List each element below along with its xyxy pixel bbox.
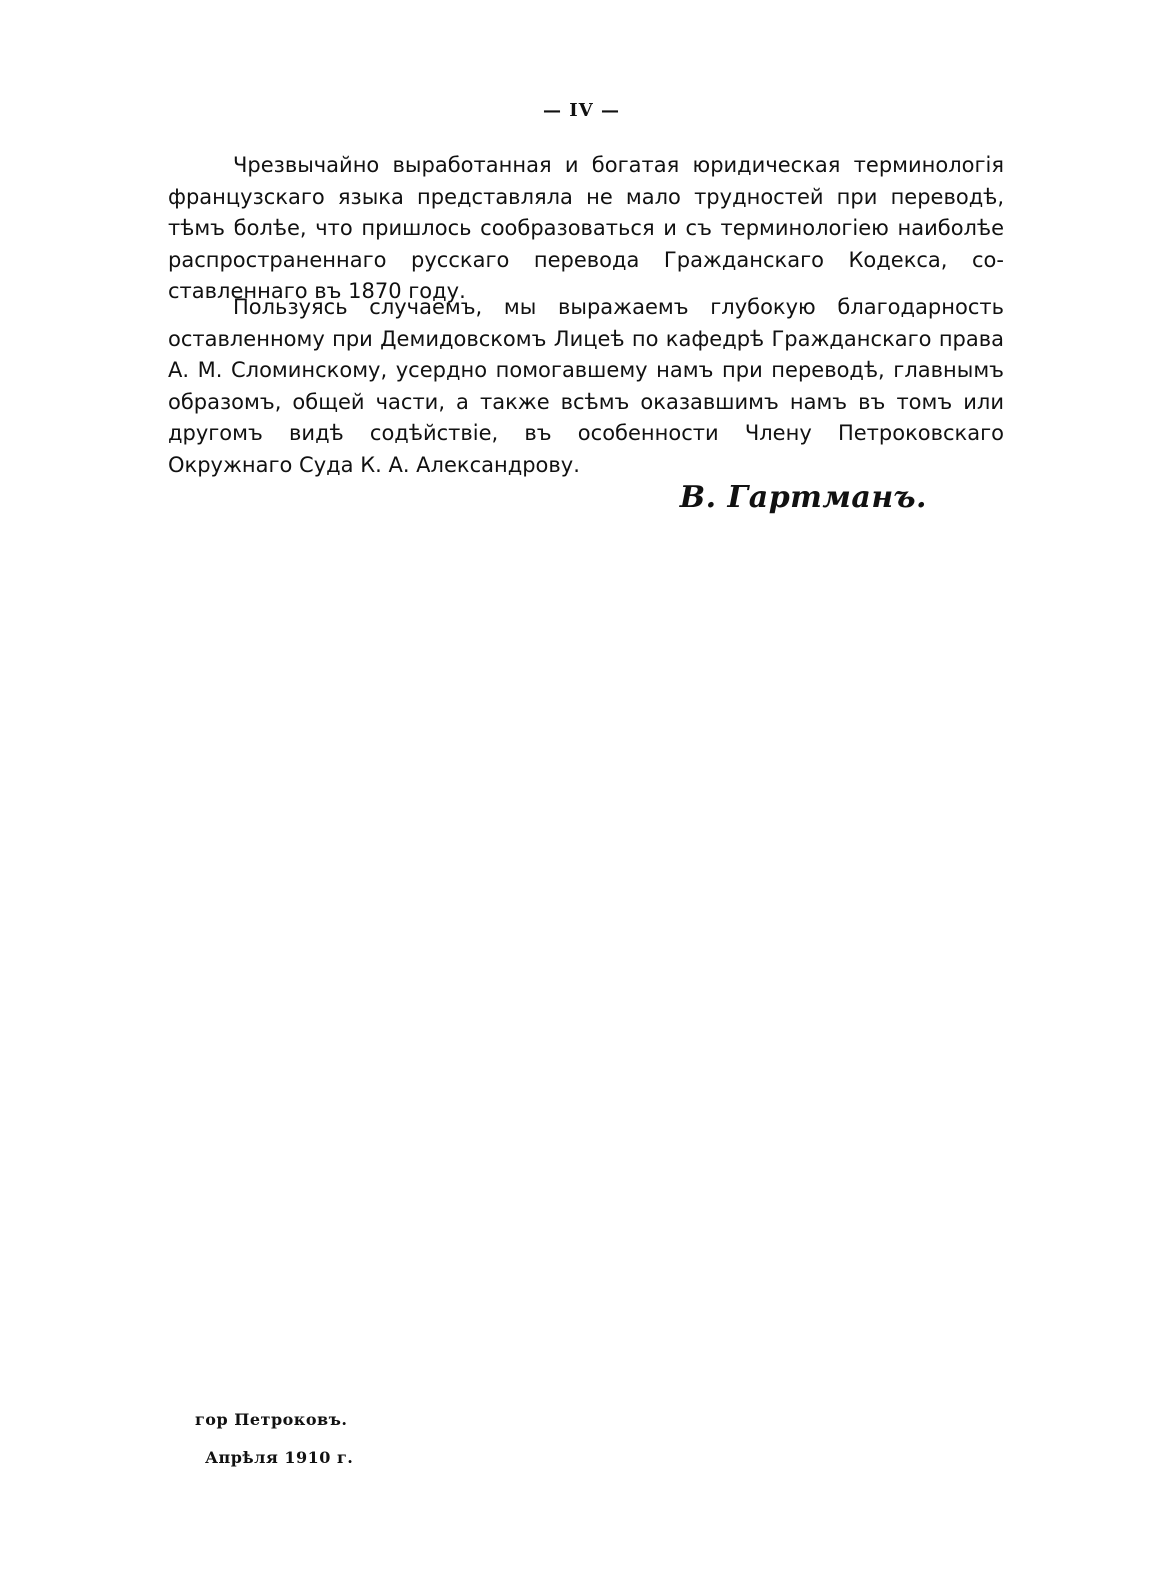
paragraph-terminology: Чрезвычайно выработанная и богатая юридическая терминологiя французскаго языка представляла не мало трудностей при переводѣ, тѣмъ болѣе, что пришлось сообразоваться и съ терминологiею наиболѣе распространеннаго русскаго перевода Гражданскаго Кодекса, составленнаго въ 1870 году.	[168, 153, 1004, 303]
page-number: — IV —	[543, 100, 620, 121]
paragraph-acknowledgement: Пользуясь случаемъ, мы выражаемъ глубокую благодарность оставленному при Демидовскомъ Лицеѣ по кафедрѣ Гражданскаго права А. М. Сломинскому, усердно помогавшему намъ при переводѣ, главнымъ образомъ, общей части, а также всѣмъ оказавшимъ намъ въ томъ или другомъ видѣ содѣйствiе, въ особенности Члену Петроковскаго Окружнаго Суда К. А. Александрову.	[168, 295, 1004, 477]
date-line: Апрѣля 1910 г.	[205, 1448, 354, 1467]
signature: В. Гартманъ.	[679, 480, 927, 515]
place-line: гор Петроковъ.	[195, 1410, 348, 1429]
